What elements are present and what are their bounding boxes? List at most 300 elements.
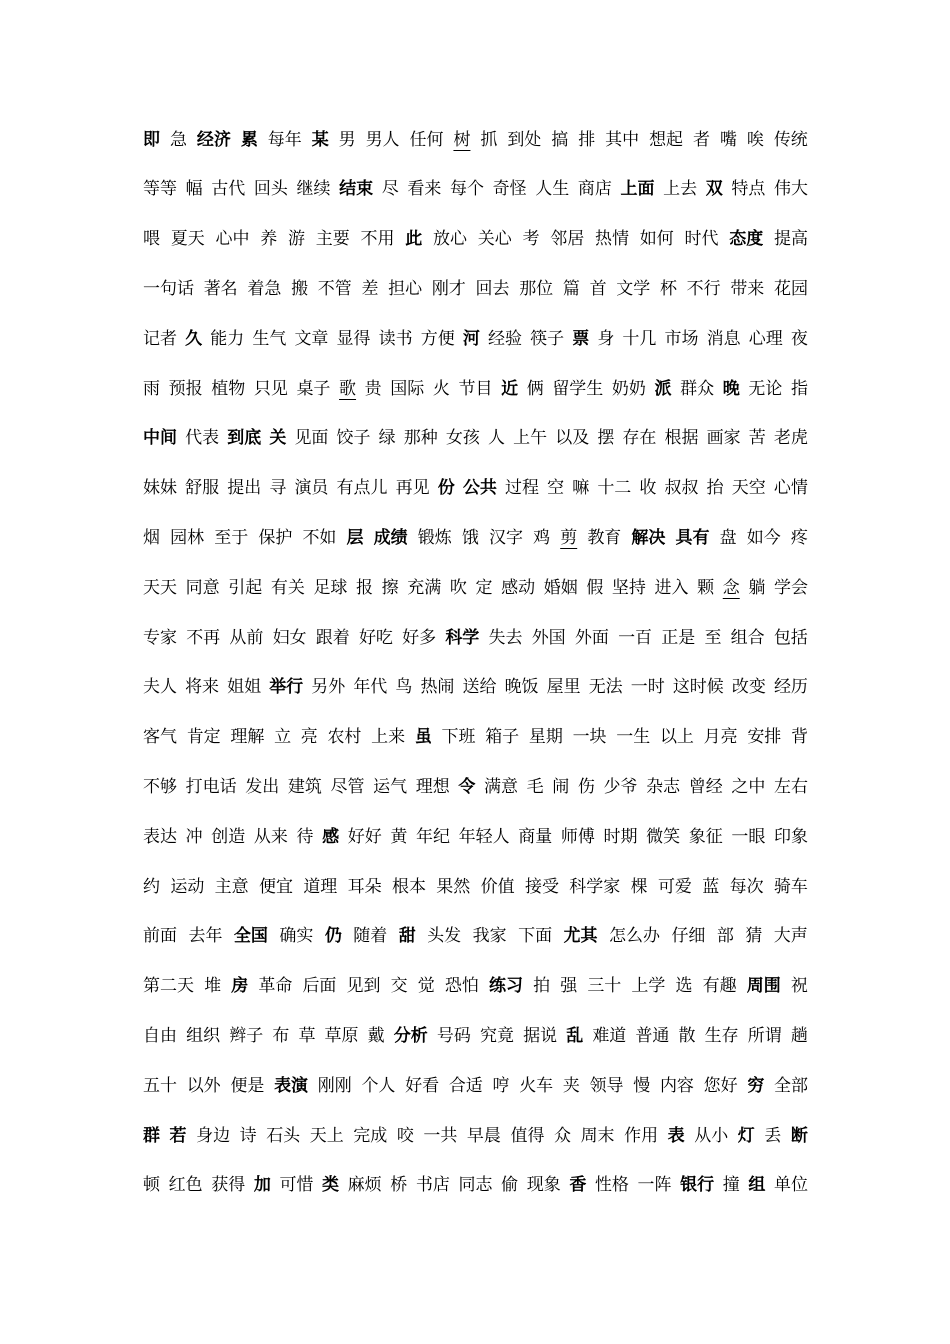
vocab-word: 交	[390, 976, 408, 997]
vocab-word: 担心	[388, 278, 423, 299]
vocab-word: 心理	[748, 328, 783, 349]
vocab-word: 夫人	[143, 677, 177, 698]
vocab-word: 合适	[448, 1075, 483, 1096]
vocab-word: 尽管	[330, 776, 365, 797]
vocab-word: 组	[748, 1175, 766, 1196]
vocab-word: 树	[453, 129, 471, 150]
vocab-word: 到处	[507, 129, 542, 150]
vocab-word: 著名	[203, 278, 238, 299]
vocab-word: 代表	[185, 428, 220, 449]
vocab-word: 我家	[472, 926, 507, 947]
vocab-word: 花园	[774, 278, 808, 299]
vocab-word: 有点儿	[336, 478, 388, 499]
vocab-word: 堆	[204, 976, 222, 997]
vocab-word: 植物	[211, 378, 246, 399]
vocab-word: 寻	[269, 478, 287, 499]
vocab-word: 三十	[587, 976, 622, 997]
word-line	[143, 767, 808, 801]
vocab-word: 咬	[396, 1125, 414, 1146]
vocab-word: 存在	[622, 428, 657, 449]
vocab-word: 师傅	[560, 826, 595, 847]
vocab-word: 后面	[302, 976, 337, 997]
vocab-word: 古代	[211, 179, 246, 200]
vocab-word: 五十	[143, 1075, 177, 1096]
vocab-word: 草	[298, 1025, 316, 1046]
vocab-word: 上面	[620, 179, 655, 200]
vocab-word: 一百	[618, 627, 653, 648]
vocab-word: 立	[274, 727, 292, 748]
vocab-word: 报	[356, 577, 374, 598]
vocab-word: 创造	[211, 826, 246, 847]
vocab-word: 奇怪	[492, 179, 527, 200]
vocab-word: 身边	[196, 1125, 231, 1146]
word-line	[143, 469, 808, 503]
vocab-word: 撞	[722, 1175, 740, 1196]
vocab-word: 骑车	[773, 876, 808, 897]
vocab-word: 收	[639, 478, 657, 499]
vocab-word: 饿	[461, 527, 479, 548]
vocab-word: 有趣	[702, 976, 737, 997]
vocab-word: 引起	[228, 577, 263, 598]
vocab-word: 园林	[170, 527, 205, 548]
vocab-word: 印象	[774, 826, 808, 847]
vocab-word: 改变	[731, 677, 766, 698]
vocab-word: 组合	[730, 627, 765, 648]
vocab-word: 恐怕	[444, 976, 479, 997]
vocab-word: 少爷	[603, 776, 638, 797]
vocab-word: 着急	[247, 278, 282, 299]
vocab-word: 头发	[427, 926, 462, 947]
vocab-word: 经济	[196, 129, 231, 150]
vocab-word: 尤其	[563, 926, 598, 947]
word-line	[143, 967, 808, 1001]
vocab-word: 运气	[373, 776, 408, 797]
vocab-word: 以及	[555, 428, 590, 449]
vocab-word: 拍	[533, 976, 551, 997]
vocab-word: 趟	[790, 1025, 808, 1046]
vocab-word: 等等	[143, 179, 177, 200]
vocab-word: 客气	[143, 727, 177, 748]
vocab-word: 加	[253, 1175, 271, 1196]
vocab-word: 之中	[731, 776, 766, 797]
vocab-word: 闹	[552, 776, 570, 797]
vocab-word: 根据	[664, 428, 699, 449]
vocab-word: 盘	[719, 527, 737, 548]
vocab-word: 下面	[518, 926, 553, 947]
vocab-word: 蓝	[702, 876, 720, 897]
vocab-word: 剪	[560, 527, 578, 548]
vocab-word: 发出	[245, 776, 280, 797]
vocab-word: 布	[272, 1025, 290, 1046]
vocab-word: 双	[705, 179, 723, 200]
vocab-word: 十二	[597, 478, 632, 499]
vocab-word: 草原	[324, 1025, 359, 1046]
vocab-word: 上来	[371, 727, 406, 748]
vocab-word: 丢	[764, 1125, 782, 1146]
vocab-word: 毛	[526, 776, 544, 797]
vocab-word: 吹	[449, 577, 467, 598]
vocab-word: 同意	[185, 577, 220, 598]
vocab-word: 麻烦	[347, 1175, 382, 1196]
vocab-word: 累	[240, 129, 258, 150]
vocab-word: 外国	[531, 627, 566, 648]
vocab-word: 节目	[458, 378, 493, 399]
vocab-word: 不管	[317, 278, 352, 299]
vocab-word: 久	[185, 328, 203, 349]
vocab-word: 到底	[227, 428, 262, 449]
vocab-word: 怎么办	[608, 926, 660, 947]
vocab-word: 约	[143, 876, 160, 897]
vocab-word: 身	[597, 328, 615, 349]
vocab-word: 婚姻	[543, 577, 578, 598]
vocab-word: 乱	[566, 1025, 584, 1046]
vocab-word: 不够	[143, 776, 177, 797]
vocab-word: 一句话	[143, 278, 194, 299]
vocab-word: 不行	[686, 278, 721, 299]
vocab-word: 伤	[577, 776, 595, 797]
word-line	[143, 867, 808, 901]
vocab-word: 举行	[269, 677, 304, 698]
vocab-word: 打电话	[185, 776, 237, 797]
vocab-word: 理想	[415, 776, 450, 797]
vocab-word: 喂	[143, 229, 160, 250]
vocab-word: 同志	[458, 1175, 493, 1196]
vocab-word: 火车	[519, 1075, 554, 1096]
vocab-word: 画家	[706, 428, 741, 449]
vocab-word: 一块	[572, 727, 607, 748]
vocab-word: 将来	[185, 677, 220, 698]
vocab-word: 奶奶	[611, 378, 646, 399]
vocab-word: 提出	[227, 478, 262, 499]
vocab-word: 年代	[353, 677, 388, 698]
vocab-word: 搬	[291, 278, 309, 299]
word-line	[143, 120, 808, 154]
vocab-word: 空	[547, 478, 565, 499]
vocab-word: 表	[667, 1125, 685, 1146]
vocab-word: 根本	[391, 876, 426, 897]
vocab-word: 妇女	[272, 627, 307, 648]
vocab-word: 结束	[339, 179, 374, 200]
vocab-word: 若	[169, 1125, 187, 1146]
vocab-word: 方便	[420, 328, 455, 349]
vocab-word: 果然	[436, 876, 471, 897]
vocab-word: 众	[554, 1125, 572, 1146]
word-line	[143, 718, 808, 752]
vocab-word: 好多	[402, 627, 437, 648]
vocab-word: 月亮	[703, 727, 738, 748]
vocab-word: 回去	[475, 278, 510, 299]
vocab-word: 贵	[364, 378, 382, 399]
vocab-word: 箱子	[485, 727, 520, 748]
vocab-word: 歌	[339, 378, 357, 399]
vocab-word: 擦	[381, 577, 399, 598]
vocab-word: 差	[361, 278, 379, 299]
vocab-word: 心中	[215, 229, 250, 250]
vocab-word: 下班	[441, 727, 476, 748]
vocab-word: 好看	[405, 1075, 440, 1096]
vocab-word: 每个	[450, 179, 484, 200]
vocab-word: 尽	[381, 179, 399, 200]
vocab-word: 生气	[252, 328, 287, 349]
vocab-word: 有关	[270, 577, 305, 598]
vocab-word: 跟着	[315, 627, 350, 648]
vocab-word: 急	[169, 129, 187, 150]
vocab-word: 排	[578, 129, 596, 150]
vocab-word: 俩	[526, 378, 544, 399]
vocab-word: 肯定	[186, 727, 221, 748]
vocab-word: 理解	[230, 727, 265, 748]
vocab-word: 考	[522, 229, 540, 250]
vocab-word: 杯	[659, 278, 677, 299]
vocab-word: 一生	[616, 727, 651, 748]
vocab-word: 近	[501, 378, 519, 399]
vocab-word: 强	[560, 976, 578, 997]
vocab-word: 送给	[462, 677, 497, 698]
vocab-word: 一阵	[637, 1175, 672, 1196]
vocab-word: 邻居	[550, 229, 585, 250]
vocab-word: 银行	[680, 1175, 715, 1196]
vocab-word: 个人	[361, 1075, 396, 1096]
vocab-word: 人	[487, 428, 505, 449]
vocab-word: 消息	[706, 328, 741, 349]
vocab-word: 从小	[694, 1125, 729, 1146]
vocab-word: 上学	[631, 976, 666, 997]
vocab-word: 表达	[143, 826, 177, 847]
vocab-word: 难道	[592, 1025, 627, 1046]
vocab-word: 天空	[731, 478, 766, 499]
vocab-word: 舒服	[185, 478, 220, 499]
vocab-word: 领导	[589, 1075, 624, 1096]
vocab-word: 刚刚	[317, 1075, 352, 1096]
vocab-word: 第二天	[143, 976, 194, 997]
vocab-word: 养	[260, 229, 278, 250]
vocab-word: 全部	[774, 1075, 808, 1096]
vocab-word: 穷	[747, 1075, 765, 1096]
vocab-word: 获得	[211, 1175, 246, 1196]
vocab-word: 嘛	[572, 478, 590, 499]
vocab-word: 虽	[414, 727, 432, 748]
vocab-word: 至于	[214, 527, 249, 548]
vocab-word: 者	[693, 129, 710, 150]
vocab-word: 包括	[773, 627, 808, 648]
vocab-word: 男	[338, 129, 356, 150]
word-line	[143, 1066, 808, 1100]
vocab-word: 苦	[748, 428, 766, 449]
vocab-word: 汉字	[488, 527, 523, 548]
vocab-word: 夜	[790, 328, 808, 349]
vocab-word: 主意	[214, 876, 249, 897]
vocab-word: 鸡	[533, 527, 551, 548]
vocab-word: 无法	[588, 677, 623, 698]
vocab-word: 摆	[597, 428, 615, 449]
vocab-word: 如今	[746, 527, 781, 548]
vocab-word: 显得	[336, 328, 371, 349]
vocab-word: 如何	[639, 229, 674, 250]
vocab-word: 单位	[773, 1175, 808, 1196]
vocab-word: 老虎	[773, 428, 808, 449]
vocab-word: 组织	[186, 1025, 221, 1046]
vocab-word: 经验	[487, 328, 522, 349]
vocab-word: 散	[678, 1025, 696, 1046]
vocab-word: 派	[654, 378, 672, 399]
vocab-word: 失去	[488, 627, 523, 648]
vocab-word: 棵	[630, 876, 648, 897]
vocab-word: 号码	[436, 1025, 471, 1046]
vocab-word: 仔细	[671, 926, 706, 947]
vocab-word: 每年	[267, 129, 302, 150]
vocab-word: 农村	[327, 727, 362, 748]
vocab-word: 令	[458, 776, 476, 797]
vocab-word: 回头	[253, 179, 288, 200]
vocab-word: 搞	[551, 129, 569, 150]
vocab-word: 接受	[524, 876, 559, 897]
vocab-word: 屋里	[546, 677, 581, 698]
vocab-word: 预报	[168, 378, 203, 399]
word-line	[143, 220, 808, 254]
vocab-word: 道理	[303, 876, 338, 897]
vocab-word: 念	[722, 577, 740, 598]
vocab-word: 确实	[279, 926, 314, 947]
vocab-word: 十几	[622, 328, 657, 349]
vocab-word: 左右	[774, 776, 808, 797]
vocab-word: 读书	[378, 328, 413, 349]
vocab-word: 票	[572, 328, 590, 349]
vocab-word: 绿	[378, 428, 396, 449]
vocab-word: 作用	[624, 1125, 659, 1146]
vocab-word: 再见	[395, 478, 430, 499]
word-line	[143, 568, 808, 602]
vocab-word: 关心	[477, 229, 512, 250]
vocab-word: 文学	[616, 278, 651, 299]
vocab-word: 经历	[773, 677, 808, 698]
vocab-word: 火	[432, 378, 450, 399]
vocab-word: 锻炼	[417, 527, 452, 548]
vocab-word: 保护	[258, 527, 293, 548]
vocab-word: 充满	[407, 577, 442, 598]
vocab-word: 不再	[186, 627, 221, 648]
vocab-word: 星期	[528, 727, 563, 748]
vocab-word: 每次	[729, 876, 764, 897]
vocab-word: 文章	[294, 328, 329, 349]
vocab-word: 究竟	[479, 1025, 514, 1046]
vocab-word: 无论	[748, 378, 783, 399]
vocab-word: 抬	[706, 478, 724, 499]
vocab-word: 幅	[185, 179, 203, 200]
vocab-word: 年纪	[416, 826, 450, 847]
vocab-word: 部	[716, 926, 734, 947]
vocab-word: 房	[231, 976, 249, 997]
vocab-word: 成绩	[373, 527, 408, 548]
vocab-word: 好好	[347, 826, 382, 847]
vocab-word: 自由	[143, 1025, 177, 1046]
vocab-word: 满意	[484, 776, 518, 797]
vocab-word: 慢	[633, 1075, 651, 1096]
vocab-word: 上去	[663, 179, 698, 200]
vocab-word: 桌子	[296, 378, 331, 399]
vocab-word: 只见	[253, 378, 288, 399]
vocab-word: 完成	[353, 1125, 388, 1146]
vocab-word: 份	[437, 478, 455, 499]
word-line	[143, 618, 808, 652]
vocab-word: 可爱	[657, 876, 692, 897]
vocab-word: 筷子	[530, 328, 565, 349]
vocab-word: 进入	[654, 577, 689, 598]
vocab-word: 具有	[675, 527, 710, 548]
vocab-word: 此	[405, 229, 423, 250]
vocab-word: 其中	[605, 129, 640, 150]
vocab-word: 石头	[266, 1125, 301, 1146]
vocab-word: 嘴	[719, 129, 737, 150]
vocab-word: 首	[589, 278, 607, 299]
vocab-word: 至	[704, 627, 722, 648]
vocab-word: 内容	[659, 1075, 694, 1096]
vocab-word: 灯	[737, 1125, 755, 1146]
word-line	[143, 269, 808, 303]
vocab-word: 冲	[185, 826, 203, 847]
vocab-word: 颗	[697, 577, 715, 598]
vocab-word: 群	[143, 1125, 160, 1146]
vocab-word: 亮	[300, 727, 318, 748]
vocab-word: 即	[143, 129, 160, 150]
vocab-word: 性格	[594, 1175, 629, 1196]
vocab-word: 分析	[393, 1025, 428, 1046]
vocab-word: 市场	[664, 328, 699, 349]
vocab-word: 河	[462, 328, 480, 349]
vocab-word: 猜	[745, 926, 763, 947]
vocab-word: 断	[790, 1125, 808, 1146]
vocab-word: 从来	[253, 826, 288, 847]
vocab-word: 热情	[595, 229, 629, 250]
vocab-word: 感动	[501, 577, 536, 598]
vocab-word: 鸟	[395, 677, 413, 698]
vocab-word: 主要	[315, 229, 350, 250]
vocab-word: 人生	[535, 179, 570, 200]
vocab-word: 选	[675, 976, 693, 997]
vocab-word: 商店	[577, 179, 612, 200]
vocab-word: 生存	[704, 1025, 739, 1046]
vocab-word: 姐姐	[227, 677, 262, 698]
vocab-word: 觉	[417, 976, 435, 997]
vocab-word: 偷	[501, 1175, 519, 1196]
vocab-word: 特点	[731, 179, 766, 200]
word-line	[143, 668, 808, 702]
vocab-word: 一共	[423, 1125, 458, 1146]
vocab-word: 便是	[230, 1075, 265, 1096]
vocab-word: 一眼	[731, 826, 766, 847]
vocab-word: 定	[475, 577, 493, 598]
word-line	[143, 518, 808, 552]
vocab-word: 晚饭	[504, 677, 539, 698]
vocab-word: 刚才	[431, 278, 466, 299]
vocab-word: 继续	[296, 179, 331, 200]
vocab-word: 安排	[747, 727, 782, 748]
vocab-word: 背	[791, 727, 808, 748]
vocab-word: 热闹	[420, 677, 455, 698]
vocab-word: 传统	[773, 129, 808, 150]
word-line	[143, 1166, 808, 1200]
vocab-word: 假	[586, 577, 604, 598]
vocab-word: 天天	[143, 577, 177, 598]
vocab-word: 运动	[170, 876, 205, 897]
vocab-word: 记者	[143, 328, 177, 349]
vocab-word: 一时	[630, 677, 665, 698]
vocab-word: 香	[569, 1175, 587, 1196]
vocab-word: 感	[322, 826, 340, 847]
vocab-word: 某	[311, 129, 329, 150]
word-line	[143, 319, 808, 353]
word-line	[143, 1016, 808, 1050]
vocab-word: 祝	[790, 976, 808, 997]
